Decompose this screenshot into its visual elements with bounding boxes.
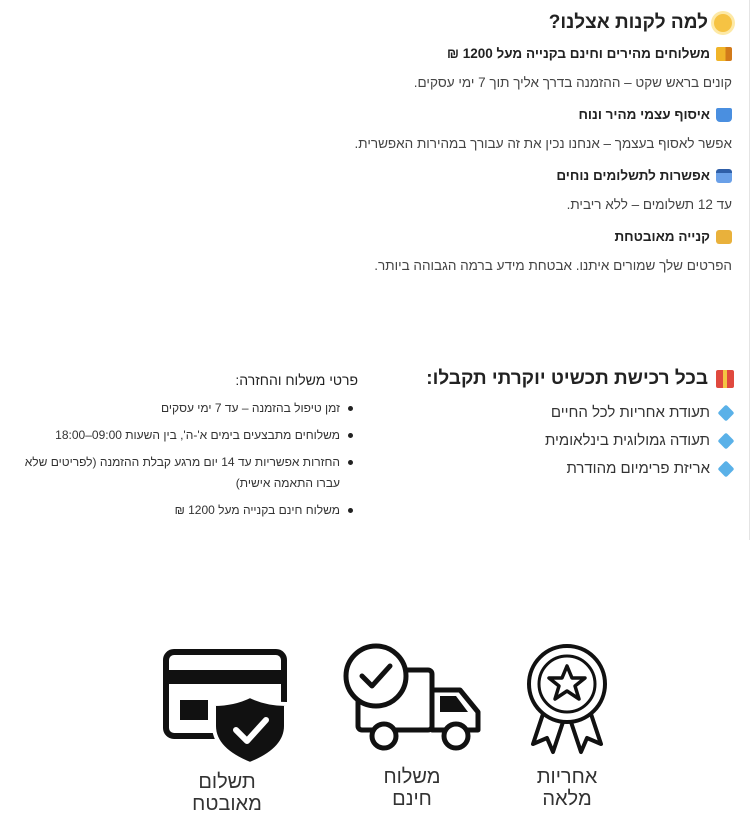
feature-item	[352, 168, 732, 217]
shopping-bag-icon	[716, 108, 732, 122]
badges-row	[0, 640, 752, 826]
badge-label: משלוח חינם	[383, 766, 441, 810]
gift-icon	[716, 370, 734, 388]
secure-payment-icon	[152, 640, 302, 765]
feature-item	[352, 46, 732, 95]
diamond-icon	[718, 460, 735, 477]
shipping-title: פרטי משלוח והחזרה:	[235, 372, 358, 388]
lock-icon	[716, 230, 732, 244]
feature-title: אפשרות לתשלומים נוחים	[556, 168, 710, 183]
why-buy-section	[352, 12, 732, 290]
badge-free-shipping	[327, 640, 497, 810]
diamond-icon	[718, 404, 735, 421]
feature-title: איסוף עצמי מהיר ונוח	[578, 107, 710, 122]
credit-card-icon	[716, 169, 732, 183]
warranty-medal-icon	[517, 640, 617, 760]
shipping-list	[18, 398, 358, 521]
shipping-item: זמן טיפול בהזמנה – עד 7 ימי עסקים	[18, 398, 340, 419]
feature-desc: הפרטים שלך שמורים איתנו. אבטחת מידע ברמה הגבוהה ביותר.	[374, 258, 732, 273]
truck-icon	[716, 47, 732, 61]
gift-item: תעודה גמולוגית בינלאומית	[394, 432, 734, 449]
badge-secure-payment	[142, 640, 312, 815]
diamond-icon	[718, 432, 735, 449]
badge-warranty	[482, 640, 652, 810]
badge-label: תשלום מאובטח	[192, 771, 262, 815]
shipping-item: החזרות אפשריות עד 14 יום מרגע קבלת ההזמנה (לפריטים שלא עברו התאמה אישית)	[18, 452, 340, 494]
feature-desc: אפשר לאסוף בעצמך – אנחנו נכין את זה עבורך במהירות האפשרית.	[354, 136, 732, 151]
scrollbar-track[interactable]	[749, 0, 750, 540]
shipping-section	[18, 372, 358, 527]
shipping-item: משלוחים מתבצעים בימים א'-ה', בין השעות 09:00–18:00	[18, 425, 340, 446]
gift-item: תעודת אחריות לכל החיים	[394, 404, 734, 421]
feature-item	[352, 107, 732, 156]
sun-icon	[714, 14, 732, 32]
shipping-item: משלוח חינם בקנייה מעל 1200 ₪	[18, 500, 340, 521]
feature-title: משלוחים מהירים וחינם בקנייה מעל 1200 ₪	[447, 46, 710, 61]
gifts-section	[394, 368, 734, 488]
feature-desc: קונים בראש שקט – ההזמנה בדרך אליך תוך 7 ימי עסקים.	[413, 75, 732, 90]
feature-item	[352, 229, 732, 278]
feature-title: קנייה מאובטחת	[614, 229, 710, 244]
delivery-truck-icon	[332, 640, 492, 760]
gift-item: אריזת פרימיום מהודרת	[394, 460, 734, 477]
feature-desc: עד 12 תשלומים – ללא ריבית.	[566, 197, 732, 212]
gifts-title: בכל רכישת תכשיט יוקרתי תקבלו:	[426, 368, 708, 389]
why-title: למה לקנות אצלנו?	[548, 12, 708, 33]
badge-label: אחריות מלאה	[536, 766, 598, 810]
